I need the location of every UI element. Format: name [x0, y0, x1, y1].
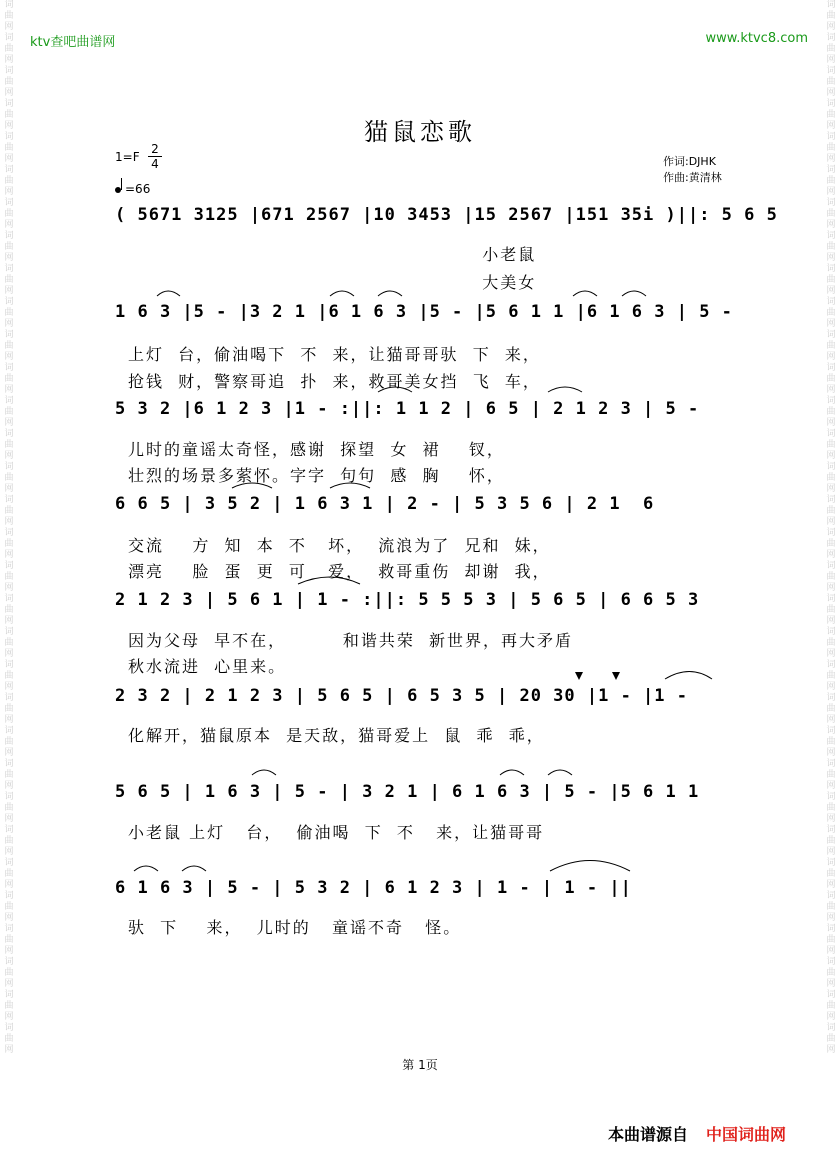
lyric-line: 秋水流进 心里来。	[128, 657, 287, 676]
slur	[378, 387, 412, 392]
site-url[interactable]: www.ktvc8.com	[705, 31, 808, 46]
slur	[573, 291, 597, 296]
lyric-line: 小老鼠 上灯 台， 偷油喝 下 不 来，让猫哥哥	[128, 823, 545, 842]
music-line: 2 3 2 | 2 1 2 3 | 5 6 5 | 6 5 3 5 | 20 30 |1 - |1 -	[115, 686, 688, 706]
lyric-line: 抢钱 财，警察哥追 扑 来，救哥美女挡 飞 车，	[128, 372, 541, 391]
watermark-right: 词曲网词曲网词曲网词曲网词曲网词曲网词曲网词曲网词曲网词曲网词曲网词曲网词曲网词曲网词曲网词曲网词曲网词曲网词曲网词曲网词曲网词曲网词曲网词曲网词曲网词曲网词曲网词曲网词曲网词曲网词曲网词曲网	[826, 0, 836, 1055]
lyric-line: 大美女	[128, 273, 537, 292]
slur	[232, 483, 272, 488]
lyric-line: 小老鼠	[128, 245, 537, 264]
slur	[330, 291, 354, 296]
tempo-value: =66	[125, 182, 151, 196]
watermark-left: 词曲网词曲网词曲网词曲网词曲网词曲网词曲网词曲网词曲网词曲网词曲网词曲网词曲网词曲网词曲网词曲网词曲网词曲网词曲网词曲网词曲网词曲网词曲网词曲网词曲网词曲网词曲网词曲网词曲网词曲网词曲网词曲网	[4, 0, 14, 1055]
time-sig-bottom: 4	[148, 156, 162, 171]
source-label: 本曲谱源自	[608, 1125, 689, 1144]
lyric-line: 漂亮 脸 蛋 更 可 爱， 救哥重伤 却谢 我，	[128, 562, 551, 581]
composer: 作曲:黄清林	[663, 171, 722, 184]
accent-mark	[612, 672, 620, 680]
slur	[157, 291, 180, 296]
lyric-line: 化解开，猫鼠原本 是天敌，猫哥爱上 鼠 乖 乖，	[128, 726, 545, 745]
accent-mark	[575, 672, 583, 680]
lyric-line: 因为父母 早不在， 和谐共荣 新世界，再大矛盾	[128, 631, 574, 650]
lyricist: 作词:DJHK	[663, 155, 716, 168]
slur	[298, 577, 360, 584]
slur	[252, 770, 276, 775]
slur	[182, 866, 206, 871]
slur	[548, 387, 582, 392]
music-line: 1 6 3 |5 - |3 2 1 |6 1 6 3 |5 - |5 6 1 1 |6 1 6 3 | 5 -	[115, 302, 733, 322]
slur	[330, 483, 370, 488]
site-name[interactable]: ktv查吧曲谱网	[30, 35, 116, 50]
music-line: ( 5671 3125 |671 2567 |10 3453 |15 2567 |151 35i )||: 5 6 5	[115, 205, 778, 225]
slur	[665, 672, 712, 680]
slur	[500, 770, 524, 775]
music-line: 6 1 6 3 | 5 - | 5 3 2 | 6 1 2 3 | 1 - | 1 - ||	[115, 878, 632, 898]
time-sig-top: 2	[151, 142, 159, 156]
music-line: 6 6 5 | 3 5 2 | 1 6 3 1 | 2 - | 5 3 5 6 | 2 1 6	[115, 494, 655, 514]
lyric-line: 驮 下 来， 儿时的 童谣不奇 怪。	[128, 918, 462, 937]
lyric-line: 交流 方 知 本 不 坏， 流浪为了 兄和 妹，	[128, 536, 551, 555]
music-line: 5 3 2 |6 1 2 3 |1 - :||: 1 1 2 | 6 5 | 2 1 2 3 | 5 -	[115, 399, 700, 419]
music-line: 2 1 2 3 | 5 6 1 | 1 - :||: 5 5 5 3 | 5 6 5 | 6 6 5 3	[115, 590, 700, 610]
key-signature: 1=F	[115, 150, 140, 164]
slur	[134, 866, 158, 871]
song-title: 猫鼠恋歌	[364, 118, 476, 146]
slur	[622, 291, 646, 296]
slur	[550, 861, 630, 872]
lyric-line: 儿时的童谣太奇怪，感谢 探望 女 裙 钗，	[128, 440, 505, 459]
lyric-line: 上灯 台，偷油喝下 不 来，让猫哥哥驮 下 来，	[128, 345, 541, 364]
slur	[548, 770, 572, 775]
lyric-line: 壮烈的场景多萦怀。字字 句句 感 胸 怀，	[128, 466, 505, 485]
page-number: 第 1页	[402, 1058, 438, 1072]
slur	[378, 291, 402, 296]
source-credit	[608, 1122, 786, 1145]
source-brand[interactable]: 中国词曲网	[706, 1125, 787, 1144]
music-line: 5 6 5 | 1 6 3 | 5 - | 3 2 1 | 6 1 6 3 | 5 - |5 6 1 1	[115, 782, 700, 802]
